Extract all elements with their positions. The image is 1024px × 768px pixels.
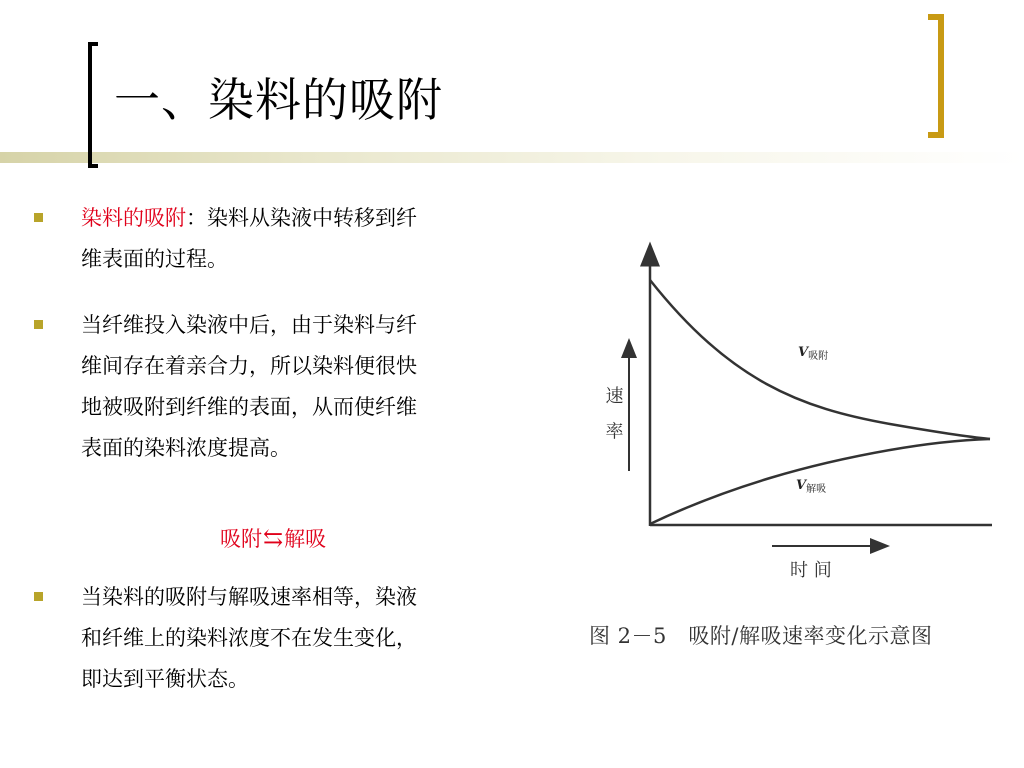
bullet-marker [34,320,43,329]
bullet-adsorption-definition [30,198,560,280]
bullet-line: 维间存在着亲合力，所以染料便很快 [81,354,417,378]
rate-diagram [580,236,1020,666]
title-underline-bar [0,152,1024,163]
rate-diagram-svg [580,236,1020,616]
reversible-arrows-icon: ⇆ [263,524,284,552]
equilibrium-equation [220,520,326,557]
bullet-adsorption-process [30,305,560,469]
equation-right: 解吸 [284,527,327,551]
title-right-bracket [928,14,944,138]
bullet-line: ：染料从染液中转移到纤 [186,206,417,230]
bullet-line: 维表面的过程。 [81,247,228,271]
bullet-line: 当纤维投入染液中后，由于染料与纤 [81,313,417,337]
title-left-bracket [88,42,98,168]
highlight-term: 染料的吸附 [81,206,186,230]
bullet-line: 当染料的吸附与解吸速率相等，染液 [81,585,417,609]
slide-title: 一、染料的吸附 [114,73,443,127]
desorption-curve-label: V解吸 [796,478,827,495]
bullet-line: 即达到平衡状态。 [81,667,249,691]
desorption-curve [650,439,990,524]
y-axis-label: 速 率 [602,386,624,446]
figure-caption: 图 2－5 吸附/解吸速率变化示意图 [589,624,933,648]
bullet-line: 表面的染料浓度提高。 [81,436,291,460]
bullet-line: 和纤维上的染料浓度不在发生变化， [81,626,417,650]
bullet-equilibrium [30,577,560,700]
x-axis-label: 时 间 [790,560,832,581]
adsorption-curve-label: V吸附 [798,345,829,362]
equation-left: 吸附 [220,527,262,551]
bullet-line: 地被吸附到纤维的表面，从而使纤维 [81,395,417,419]
bullet-marker [34,592,43,601]
bullet-marker [34,213,43,222]
